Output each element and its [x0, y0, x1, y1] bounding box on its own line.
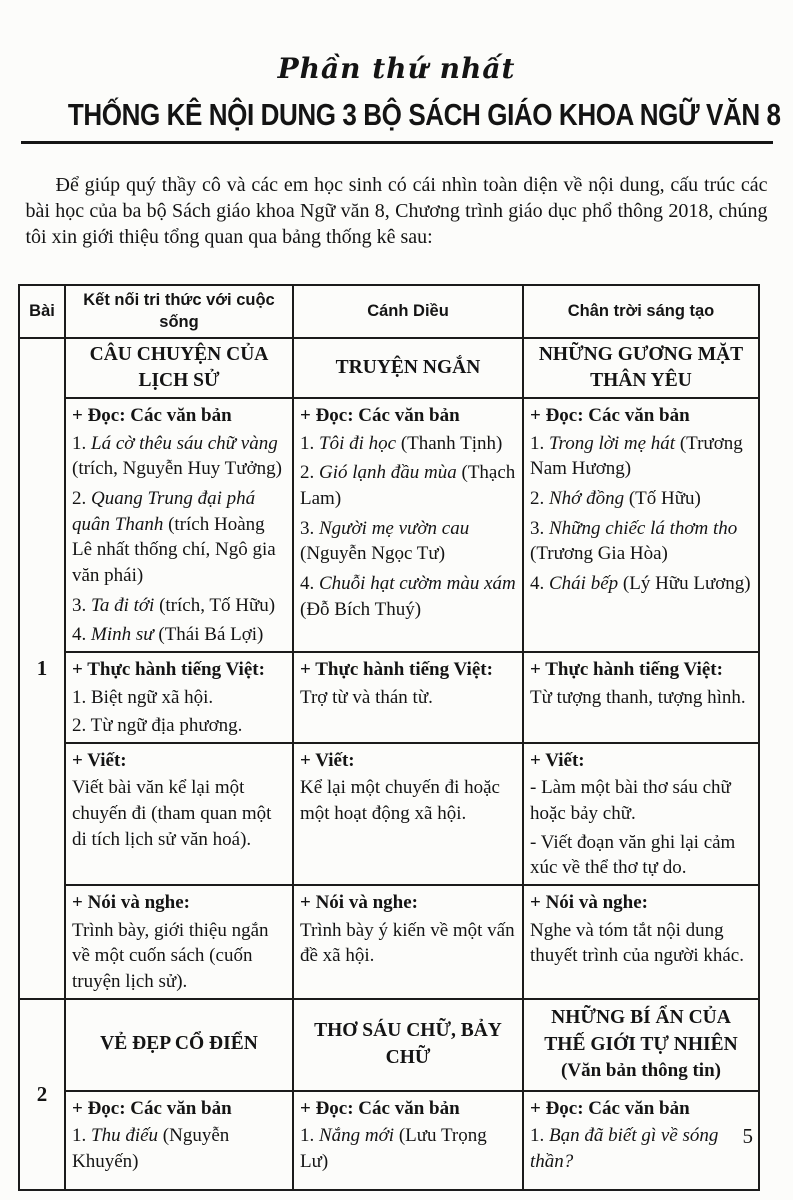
lesson2-theme-chan-troi — [523, 999, 759, 1091]
speaking-section-label: + Nói và nghe: — [530, 892, 648, 914]
col-header-canh-dieu: Cánh Diều — [293, 285, 523, 338]
item-number: 1. — [72, 432, 87, 454]
work-title: Nắng mới — [319, 1125, 395, 1147]
work-attribution: (trích, Tố Hữu) — [159, 594, 276, 616]
practice-item: 1. Biệt ngữ xã hội. — [72, 686, 214, 708]
lesson2-theme-canh-dieu: THƠ SÁU CHỮ, BẢY CHỮ — [293, 999, 523, 1091]
reading-section-label: + Đọc: Các văn bản — [530, 405, 690, 427]
writing-section-label: + Viết: — [530, 749, 585, 771]
writing-cell-chan-troi — [523, 743, 759, 885]
work-attribution: (Lý Hữu Lương) — [622, 573, 751, 594]
item-number: 1. — [300, 432, 315, 454]
reading-item — [300, 460, 516, 511]
item-number: 3. — [300, 517, 315, 539]
work-title: Thu điếu — [91, 1125, 159, 1147]
lesson1-speaking-listening-row — [19, 885, 759, 999]
reading-item — [72, 486, 286, 589]
work-attribution: (Thanh Tịnh) — [400, 432, 503, 454]
item-number: 3. — [72, 594, 87, 616]
lesson1-theme-chan-troi: NHỮNG GƯƠNG MẶT THÂN YÊU — [523, 338, 759, 399]
item-number: 1. — [72, 1125, 87, 1147]
speaking-item: Trình bày ý kiến về một vấn đề xã hội. — [300, 919, 515, 967]
practice-section-label: + Thực hành tiếng Việt: — [72, 658, 265, 680]
writing-cell-canh-dieu — [293, 743, 523, 885]
work-title: Lá cờ thêu sáu chữ vàng — [91, 432, 278, 454]
practice-item: 2. Từ ngữ địa phương. — [72, 715, 243, 737]
reading-item — [530, 516, 752, 567]
item-number: 1. — [300, 1125, 315, 1147]
intro-paragraph: Để giúp quý thầy cô và các em học sinh có cái nhìn toàn diện về nội dung, cấu trúc các bài học của ba bộ Sách giáo khoa Ngữ văn 8, Chương trình giáo dục phổ thông 2018, chúng tôi xin giới thiệu tổng quan qua bảng thống kê sau: — [25, 174, 768, 248]
speaking-cell-chan-troi — [523, 885, 759, 999]
reading-item — [530, 486, 752, 512]
speaking-item: Nghe và tóm tắt nội dung thuyết trình của người khác. — [530, 919, 744, 967]
reading-item — [300, 571, 516, 622]
reading-section-label: + Đọc: Các văn bản — [300, 1097, 460, 1119]
writing-section-label: + Viết: — [300, 749, 355, 771]
lesson2-reading-cell-chan-troi — [523, 1091, 759, 1190]
lesson1-reading-row — [19, 398, 759, 652]
work-title: Chái bếp — [549, 573, 619, 594]
work-title: Nhớ đồng — [549, 488, 625, 510]
work-title: Gió lạnh đầu mùa — [319, 462, 457, 484]
reading-item — [72, 1123, 286, 1174]
reading-item — [530, 431, 752, 482]
work-attribution: (Trương Nam Hương) — [530, 432, 743, 480]
practice-section-label: + Thực hành tiếng Việt: — [530, 658, 723, 680]
practice-cell-knt — [65, 652, 293, 743]
lesson1-theme-row — [19, 338, 759, 399]
practice-item: Trợ từ và thán từ. — [300, 686, 433, 708]
practice-cell-canh-dieu — [293, 652, 523, 743]
lesson2-number-cell: 2 — [19, 999, 65, 1190]
work-attribution: (trích Hoàng Lê nhất thống chí, Ngô gia văn phái) — [72, 513, 276, 586]
reading-item — [300, 516, 516, 567]
work-attribution: (trích, Nguyễn Huy Tưởng) — [72, 458, 282, 480]
page-title-text: THỐNG KÊ NỘI DUNG 3 BỘ SÁCH GIÁO KHOA NGỮ VĂN 8 — [67, 97, 781, 132]
reading-section-label: + Đọc: Các văn bản — [530, 1097, 690, 1119]
col-header-ket-noi-tri-thuc: Kết nối tri thức với cuộc sống — [65, 285, 293, 338]
writing-item: - Viết đoạn văn ghi lại cảm xúc về thể thơ tự do. — [530, 831, 736, 879]
item-number: 4. — [530, 573, 545, 594]
work-attribution: (Thạch Lam) — [300, 462, 516, 510]
work-attribution: (Trương Gia Hòa) — [530, 543, 668, 565]
lesson1-reading-cell-chan-troi — [523, 398, 759, 652]
practice-section-label: + Thực hành tiếng Việt: — [300, 658, 493, 680]
reading-item — [530, 571, 752, 597]
lesson1-theme-knt: CÂU CHUYỆN CỦA LỊCH SỬ — [65, 338, 293, 399]
reading-item — [72, 622, 286, 648]
reading-section-label: + Đọc: Các văn bản — [72, 405, 232, 427]
lesson2-theme-row — [19, 999, 759, 1091]
writing-section-label: + Viết: — [72, 749, 127, 771]
lesson2-theme-knt: VẺ ĐẸP CỔ ĐIỂN — [65, 999, 293, 1091]
work-attribution: (Thái Bá Lợi) — [158, 624, 264, 646]
speaking-item: Trình bày, giới thiệu ngắn về một cuốn sách (cuốn truyện lịch sử). — [72, 919, 269, 992]
work-title: Trong lời mẹ hát — [549, 432, 676, 454]
item-number: 4. — [72, 624, 87, 646]
lesson1-reading-cell-canh-dieu — [293, 398, 523, 652]
work-title: Chuỗi hạt cườm màu xám — [319, 573, 516, 594]
reading-item — [72, 593, 286, 619]
practice-item: Từ tượng thanh, tượng hình. — [530, 686, 746, 708]
writing-cell-knt — [65, 743, 293, 885]
writing-item: Viết bài văn kể lại một chuyến đi (tham quan một di tích lịch sử văn hoá). — [72, 777, 272, 850]
work-attribution: (Nguyễn Ngọc Tư) — [300, 543, 446, 565]
speaking-cell-knt — [65, 885, 293, 999]
item-number: 3. — [530, 517, 545, 539]
reading-item — [300, 431, 516, 457]
col-header-chan-troi-sang-tao: Chân trời sáng tạo — [523, 285, 759, 338]
reading-section-label: + Đọc: Các văn bản — [300, 405, 460, 427]
work-title: Người mẹ vườn cau — [319, 517, 470, 539]
item-number: 1. — [530, 432, 545, 454]
lesson2-theme-title: NHỮNG BÍ ẨN CỦA THẾ GIỚI TỰ NHIÊN — [544, 1007, 738, 1055]
work-title: Ta đi tới — [91, 594, 155, 616]
speaking-cell-canh-dieu — [293, 885, 523, 999]
work-title: Quang Trung đại phá quân Thanh — [72, 488, 256, 535]
reading-item — [300, 1123, 516, 1174]
work-title: Bạn đã biết gì về sóng thần? — [530, 1125, 719, 1172]
work-title: Tôi đi học — [319, 432, 397, 454]
lesson1-vietnamese-practice-row — [19, 652, 759, 743]
title-rule — [21, 141, 773, 144]
lesson2-reading-cell-knt — [65, 1091, 293, 1190]
lesson1-number-cell: 1 — [19, 338, 65, 999]
work-attribution: (Nguyễn Khuyến) — [72, 1125, 230, 1172]
reading-item — [530, 1123, 752, 1174]
item-number: 1. — [530, 1125, 545, 1147]
item-number: 4. — [300, 573, 315, 594]
speaking-section-label: + Nói và nghe: — [300, 892, 418, 914]
work-attribution: (Đỗ Bích Thuý) — [300, 598, 422, 620]
textbook-comparison-table — [18, 284, 760, 1191]
lesson1-theme-canh-dieu: TRUYỆN NGẮN — [293, 338, 523, 399]
writing-item: Kể lại một chuyến đi hoặc một hoạt động xã hội. — [300, 777, 500, 825]
header-row — [19, 285, 759, 338]
reading-section-label: + Đọc: Các văn bản — [72, 1097, 232, 1119]
speaking-section-label: + Nói và nghe: — [72, 892, 190, 914]
item-number: 2. — [72, 488, 87, 510]
work-attribution: (Lưu Trọng Lư) — [300, 1125, 487, 1172]
item-number: 2. — [300, 462, 315, 484]
item-number: 2. — [530, 488, 545, 510]
lesson2-reading-row — [19, 1091, 759, 1190]
work-title: Minh sư — [91, 624, 154, 646]
work-title: Những chiếc lá thơm tho — [549, 517, 738, 539]
page-number: 5 — [742, 1124, 753, 1148]
work-attribution: (Tố Hữu) — [628, 488, 701, 510]
lesson1-writing-row — [19, 743, 759, 885]
part-label: Phần thứ nhất — [277, 52, 516, 85]
page-title — [0, 97, 793, 133]
lesson2-theme-subtitle: (Văn bản thông tin) — [561, 1060, 721, 1082]
lesson1-reading-cell-knt — [65, 398, 293, 652]
lesson2-reading-cell-canh-dieu — [293, 1091, 523, 1190]
writing-item: - Làm một bài thơ sáu chữ hoặc bảy chữ. — [530, 777, 731, 825]
practice-cell-chan-troi — [523, 652, 759, 743]
reading-item — [72, 431, 286, 482]
col-header-bai: Bài — [19, 285, 65, 338]
